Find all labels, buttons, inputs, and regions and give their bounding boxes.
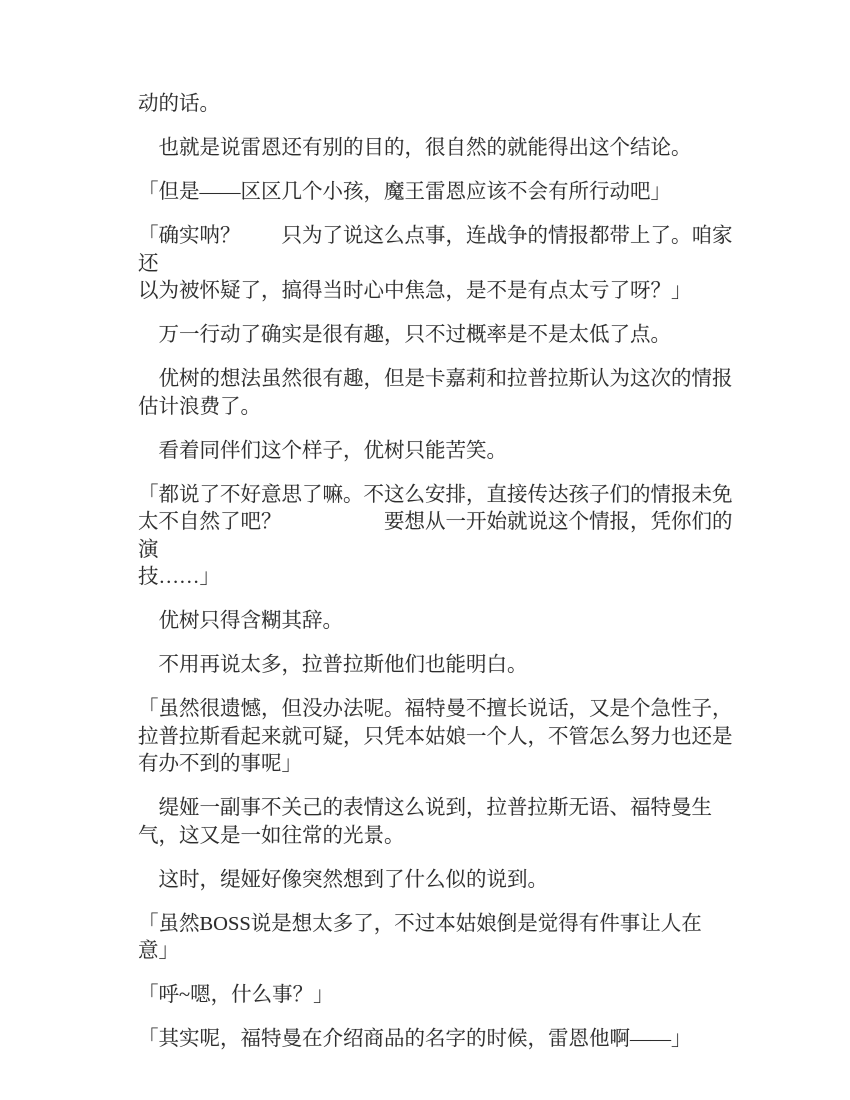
paragraph: 优树的想法虽然很有趣，但是卡嘉莉和拉普拉斯认为这次的情报 估计浪费了。 <box>138 368 733 418</box>
paragraph: 缇娅一副事不关己的表情这么说到，拉普拉斯无语、福特曼生 气，这又是一如往常的光景。 <box>138 797 712 847</box>
paragraph: 也就是说雷恩还有别的目的，很自然的就能得出这个结论。 <box>138 137 692 159</box>
paragraph: 万一行动了确实是很有趣，只不过概率是不是太低了点。 <box>138 324 671 346</box>
paragraph: 「虽然很遗憾，但没办法呢。福特曼不擅长说话，又是个急性子， 拉普拉斯看起来就可疑，只凭本姑娘一个人，不管怎么努力也还是 有办不到的事呢」 <box>138 698 733 775</box>
novel-text <box>138 91 752 1070</box>
paragraph: 这时，缇娅好像突然想到了什么似的说到。 <box>138 868 548 891</box>
paragraph: 动的话。 <box>138 93 220 115</box>
paragraph: 「呼~嗯，什么事？」 <box>138 984 334 1006</box>
paragraph: 优树只得含糊其辞。 <box>138 610 343 632</box>
paragraph: 「虽然BOSS说是想太多了，不过本姑娘倒是觉得有件事让人在 意」 <box>138 912 702 962</box>
paragraph: 不用再说太多，拉普拉斯他们也能明白。 <box>138 654 528 676</box>
paragraph: 「都说了不好意思了嘛。不这么安排，直接传达孩子们的情报未免 太不自然了吧？ 要想从一开始就说这个情报，凭你们的演 技……」 <box>138 483 733 588</box>
paragraph: 看着同伴们这个样子，优树只能苦笑。 <box>138 439 507 462</box>
paragraph: 「但是——区区几个小孩，魔王雷恩应该不会有所行动吧」 <box>138 181 671 203</box>
paragraph: 「其实呢，福特曼在介绍商品的名字的时候，雷恩他啊——」 <box>138 1028 692 1050</box>
paragraph: 「确实呐？ 只为了说这么点事，连战争的情报都带上了。咱家还 以为被怀疑了，搞得当时心中焦急，是不是有点太亏了呀？」 <box>138 225 733 302</box>
